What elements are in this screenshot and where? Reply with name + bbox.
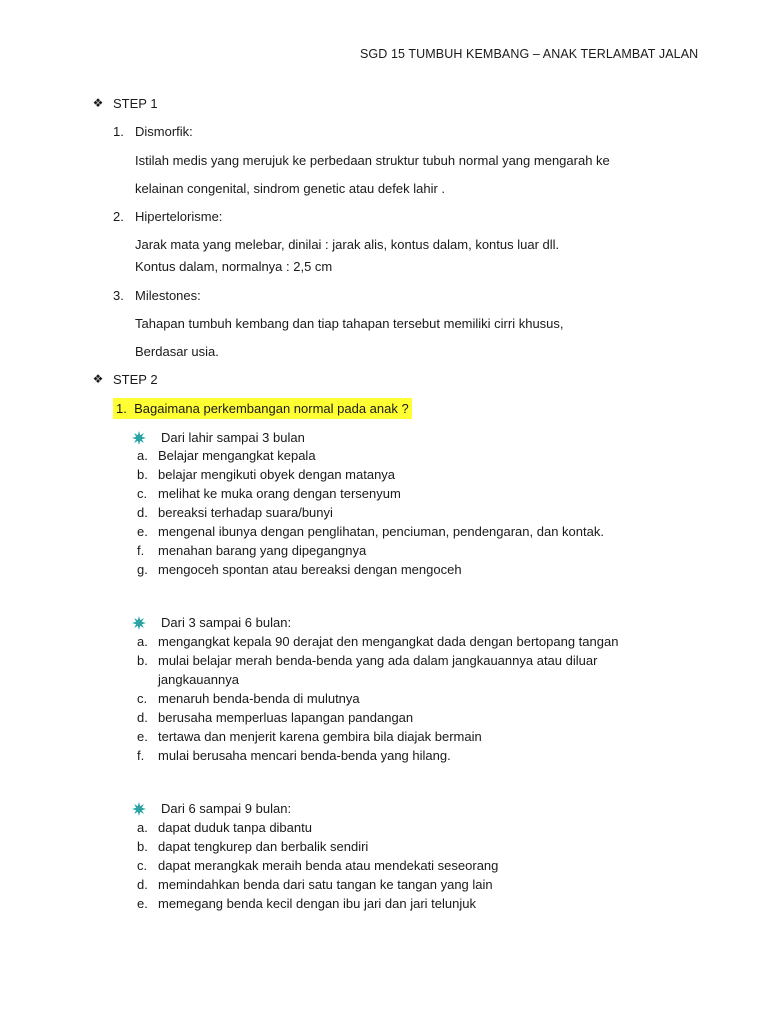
list-item-continuation: jangkauannya xyxy=(158,672,239,687)
question-number: 1. xyxy=(116,401,127,416)
list-item: Belajar mengangkat kepala xyxy=(158,448,316,463)
list-item: belajar mengikuti obyek dengan matanya xyxy=(158,467,396,482)
definition-line: Kontus dalam, normalnya : 2,5 cm xyxy=(135,259,333,274)
list-item: menahan barang yang dipegangnya xyxy=(158,543,367,558)
list-item: dapat merangkak meraih benda atau mendekati seseorang xyxy=(158,858,499,873)
list-item: memindahkan benda dari satu tangan ke tangan yang lain xyxy=(158,877,493,892)
star-burst-icon xyxy=(132,431,146,445)
diamond-bullet-icon: ❖ xyxy=(92,372,104,386)
term-label: Hipertelorisme: xyxy=(135,209,223,224)
star-burst-icon xyxy=(132,616,146,630)
list-item: bereaksi terhadap suara/bunyi xyxy=(158,505,333,520)
list-letter: b. xyxy=(137,839,148,854)
list-item: mengoceh spontan atau bereaksi dengan mengoceh xyxy=(158,562,462,577)
highlighted-question xyxy=(113,398,412,419)
item-number: 2. xyxy=(113,209,124,224)
list-letter: b. xyxy=(137,653,148,668)
term-label: Milestones: xyxy=(135,288,201,303)
list-item: dapat duduk tanpa dibantu xyxy=(158,820,312,835)
list-letter: g. xyxy=(137,562,148,577)
list-letter: a. xyxy=(137,448,148,463)
list-letter: a. xyxy=(137,634,148,649)
question-text: Bagaimana perkembangan normal pada anak ? xyxy=(134,401,409,416)
term-label: Dismorfik: xyxy=(135,124,193,139)
list-letter: d. xyxy=(137,877,148,892)
step-title: STEP 2 xyxy=(113,372,158,387)
list-letter: e. xyxy=(137,524,148,539)
definition-line: Jarak mata yang melebar, dinilai : jarak alis, kontus dalam, kontus luar dll. xyxy=(135,237,560,252)
group-title: Dari 3 sampai 6 bulan: xyxy=(161,615,292,630)
list-letter: e. xyxy=(137,729,148,744)
list-item: mengangkat kepala 90 derajat den mengangkat dada dengan bertopang tangan xyxy=(158,634,619,649)
list-item: tertawa dan menjerit karena gembira bila diajak bermain xyxy=(158,729,482,744)
definition-line: Tahapan tumbuh kembang dan tiap tahapan tersebut memiliki cirri khusus, xyxy=(135,316,564,331)
step-title: STEP 1 xyxy=(113,96,158,111)
list-letter: b. xyxy=(137,467,148,482)
list-item: mengenal ibunya dengan penglihatan, penciuman, pendengaran, dan kontak. xyxy=(158,524,604,539)
list-item: mulai berusaha mencari benda-benda yang hilang. xyxy=(158,748,451,763)
list-letter: d. xyxy=(137,710,148,725)
list-letter: c. xyxy=(137,858,148,873)
list-item: melihat ke muka orang dengan tersenyum xyxy=(158,486,401,501)
list-item: mulai belajar merah benda-benda yang ada dalam jangkauannya atau diluar xyxy=(158,653,598,668)
group-title: Dari lahir sampai 3 bulan xyxy=(161,430,305,445)
definition-line: kelainan congenital, sindrom genetic atau defek lahir . xyxy=(135,181,446,196)
definition-line: Istilah medis yang merujuk ke perbedaan struktur tubuh normal yang mengarah ke xyxy=(135,153,610,168)
list-letter: c. xyxy=(137,691,148,706)
star-burst-icon xyxy=(132,802,146,816)
list-item: berusaha memperluas lapangan pandangan xyxy=(158,710,414,725)
list-letter: e. xyxy=(137,896,148,911)
list-letter: f. xyxy=(137,748,145,763)
list-item: dapat tengkurep dan berbalik sendiri xyxy=(158,839,369,854)
list-letter: a. xyxy=(137,820,148,835)
diamond-bullet-icon: ❖ xyxy=(92,96,104,110)
list-letter: d. xyxy=(137,505,148,520)
item-number: 1. xyxy=(113,124,124,139)
list-item: menaruh benda-benda di mulutnya xyxy=(158,691,360,706)
definition-line: Berdasar usia. xyxy=(135,344,219,359)
list-item: memegang benda kecil dengan ibu jari dan jari telunjuk xyxy=(158,896,476,911)
list-letter: c. xyxy=(137,486,148,501)
page-header: SGD 15 TUMBUH KEMBANG – ANAK TERLAMBAT JALAN xyxy=(360,47,699,61)
group-title: Dari 6 sampai 9 bulan: xyxy=(161,801,292,816)
list-letter: f. xyxy=(137,543,145,558)
item-number: 3. xyxy=(113,288,124,303)
